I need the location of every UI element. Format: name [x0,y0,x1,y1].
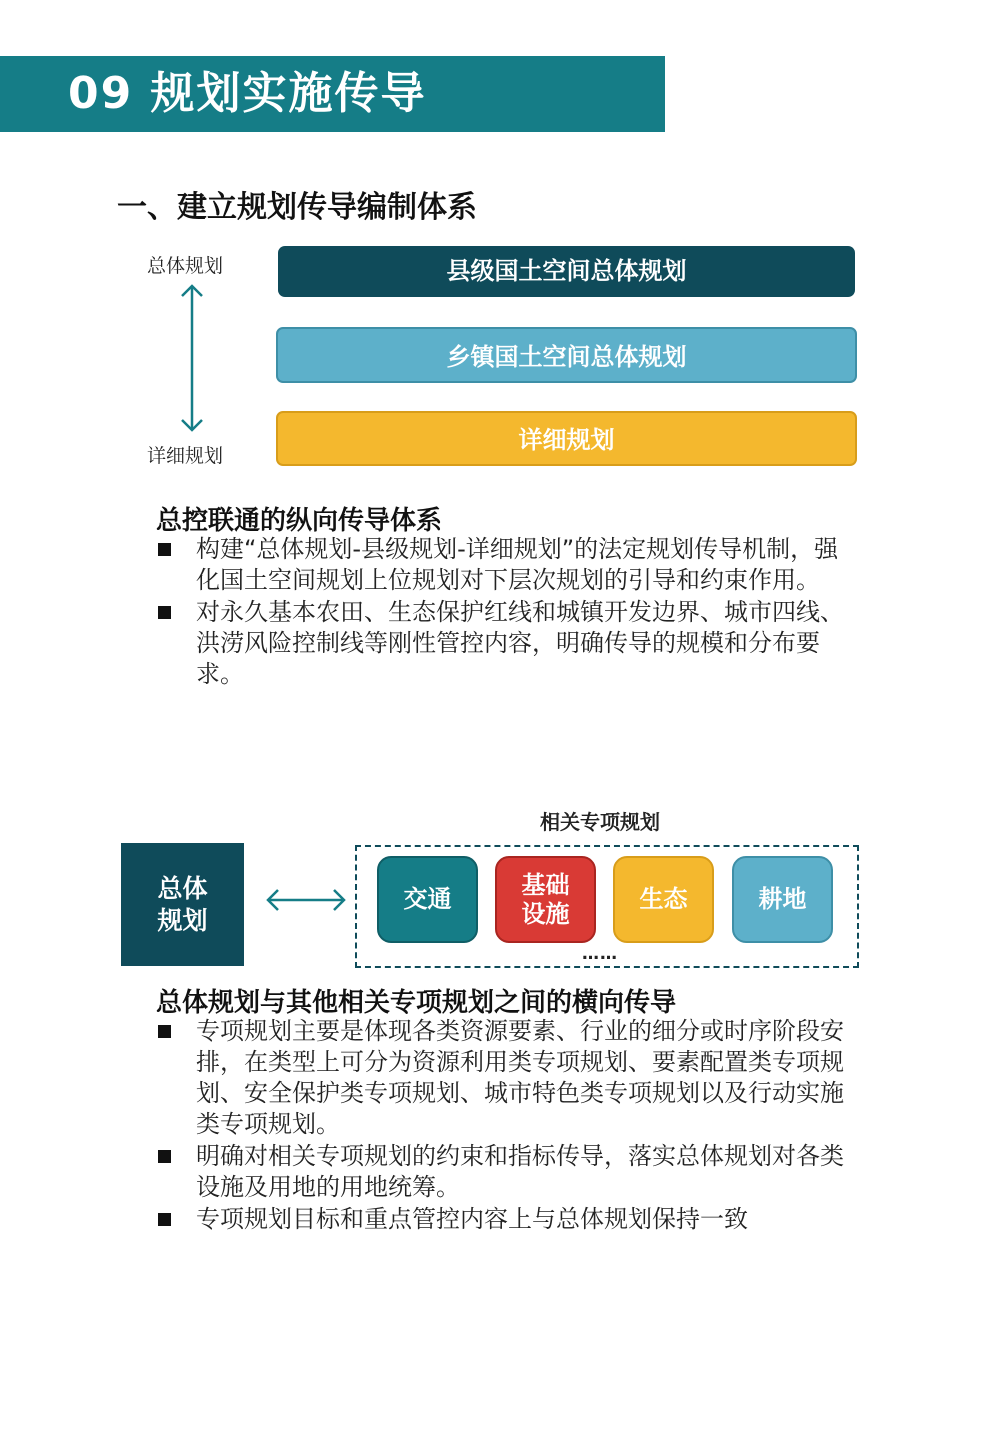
bullet-text: 专项规划主要是体现各类资源要素、行业的细分或时序阶段安排，在类型上可分为资源利用类专项规划、要素配置类专项规划、安全保护类专项规划、城市特色类专项规划以及行动实施类专项规划。 [196,1017,844,1138]
title-banner [0,56,665,132]
special-plan-traffic [377,856,478,943]
vertical-bullet-list [156,534,856,691]
level-detailed-plan: 详细规划 [276,411,857,466]
bullet-square-icon [158,543,171,556]
horizontal-double-arrow-icon [265,887,347,913]
special-plan-label: 基础设施 [521,870,570,928]
list-item [156,1204,856,1235]
bullet-square-icon [158,1213,171,1226]
level-county-plan: 县级国土空间总体规划 [278,246,855,297]
bullet-square-icon [158,606,171,619]
list-item [156,597,856,690]
page-title: 09 规划实施传导 [68,68,427,119]
horizontal-bullet-list [156,1016,856,1236]
bullet-square-icon [158,1025,171,1038]
bullet-text: 明确对相关专项规划的约束和指标传导，落实总体规划对各类设施及用地的用地统筹。 [196,1142,844,1201]
overall-plan-box [121,843,244,966]
list-item [156,1141,856,1203]
list-item [156,1016,856,1140]
list-item [156,534,856,596]
level-town-plan: 乡镇国土空间总体规划 [276,327,857,383]
special-plan-farmland [732,856,833,943]
ellipsis-text: …… [582,944,618,964]
horizontal-transmission-heading: 总体规划与其他相关专项规划之间的横向传导 [156,988,677,1018]
axis-label-bottom: 详细规划 [147,445,224,467]
special-plan-label: 交通 [403,885,452,913]
special-plan-infrastructure [495,856,596,943]
overall-plan-label: 总体规划 [157,873,208,935]
bullet-square-icon [158,1150,171,1163]
vertical-double-arrow-icon [178,282,206,434]
special-plans-title: 相关专项规划 [540,810,660,834]
special-plan-label: 生态 [639,885,688,913]
bullet-text: 专项规划目标和重点管控内容上与总体规划保持一致 [196,1205,748,1233]
axis-label-top: 总体规划 [147,255,224,277]
bullet-text: 对永久基本农田、生态保护红线和城镇开发边界、城市四线、洪涝风险控制线等刚性管控内容，明确传导的规模和分布要求。 [196,598,844,688]
bullet-text: 构建“总体规划-县级规划-详细规划”的法定规划传导机制，强化国土空间规划上位规划对下层次规划的引导和约束作用。 [196,535,839,594]
special-plan-ecology [613,856,714,943]
special-plan-label: 耕地 [758,885,807,913]
vertical-transmission-heading: 总控联通的纵向传导体系 [156,506,443,536]
section-heading: 一、建立规划传导编制体系 [117,190,477,225]
